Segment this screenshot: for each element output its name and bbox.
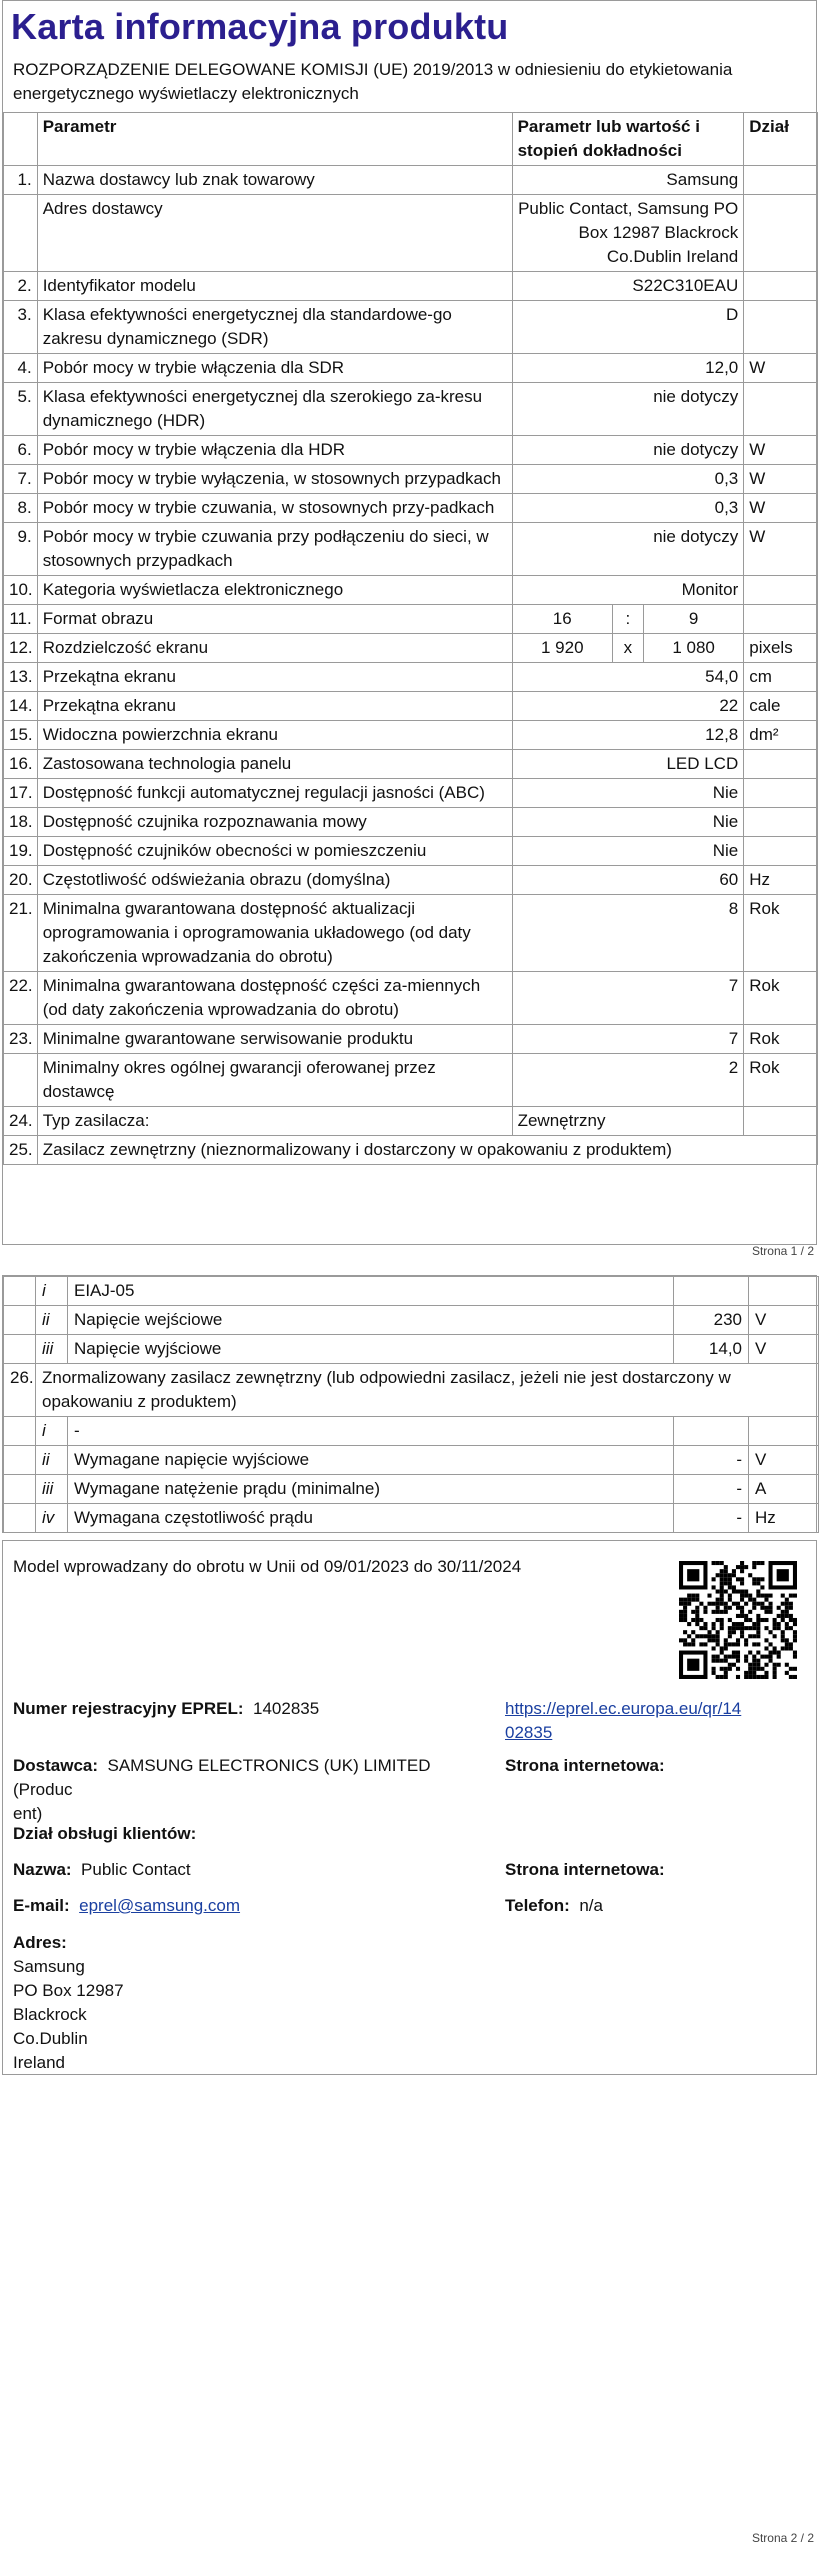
row-parameter: Pobór mocy w trybie czuwania przy podłączeniu do sieci, w stosownych przypadkach bbox=[37, 523, 512, 576]
sub-row-unit bbox=[749, 1277, 819, 1306]
table-row bbox=[4, 895, 818, 972]
page-title: Karta informacyjna produktu bbox=[11, 6, 509, 47]
row-value: Monitor bbox=[512, 576, 744, 605]
qr-code-icon bbox=[679, 1561, 797, 1679]
row-value: 2 bbox=[512, 1054, 744, 1107]
row-parameter: Pobór mocy w trybie włączenia dla SDR bbox=[37, 354, 512, 383]
row-parameter: Znormalizowany zasilacz zewnętrzny (lub odpowiedni zasilacz, jeżeli nie jest dostarczony w opakowaniu z produktem) bbox=[36, 1364, 819, 1417]
sub-row-value: 230 bbox=[674, 1306, 749, 1335]
row-number: 7. bbox=[4, 465, 38, 494]
table-row bbox=[4, 272, 818, 301]
row-value: LED LCD bbox=[512, 750, 744, 779]
sub-row-parameter: - bbox=[68, 1417, 674, 1446]
sub-row-parameter: Wymagana częstotliwość prądu bbox=[68, 1504, 674, 1533]
row-parameter: Minimalna gwarantowana dostępność aktualizacji oprogramowania i oprogramowania układowego (od daty zakończenia wprowadzania do obrotu) bbox=[37, 895, 512, 972]
table-row bbox=[4, 837, 818, 866]
row-parameter: Dostępność czujników obecności w pomieszczeniu bbox=[37, 837, 512, 866]
row-parameter: Minimalne gwarantowane serwisowanie produktu bbox=[37, 1025, 512, 1054]
row-value: nie dotyczy bbox=[512, 383, 744, 436]
row-parameter: Pobór mocy w trybie wyłączenia, w stosownych przypadkach bbox=[37, 465, 512, 494]
sub-row-value: - bbox=[674, 1475, 749, 1504]
sub-row-unit: A bbox=[749, 1475, 819, 1504]
header-num bbox=[4, 113, 38, 166]
row-unit bbox=[744, 837, 818, 866]
sub-row-index: i bbox=[36, 1417, 68, 1446]
sub-row-indent bbox=[4, 1306, 36, 1335]
value-part: : bbox=[612, 605, 643, 633]
table-row bbox=[4, 866, 818, 895]
row-value: 8 bbox=[512, 895, 744, 972]
row-unit bbox=[744, 808, 818, 837]
table-row bbox=[4, 383, 818, 436]
row-unit: W bbox=[744, 354, 818, 383]
sub-row-value bbox=[674, 1277, 749, 1306]
table-row bbox=[4, 605, 818, 634]
sub-row-value: 14,0 bbox=[674, 1335, 749, 1364]
contact-phone: Telefon: n/a bbox=[505, 1896, 603, 1915]
row-parameter: Dostępność funkcji automatycznej regulacji jasności (ABC) bbox=[37, 779, 512, 808]
row-unit: dm² bbox=[744, 721, 818, 750]
row-number: 10. bbox=[4, 576, 38, 605]
sub-row-indent bbox=[4, 1335, 36, 1364]
customer-service-label: Dział obsługi klientów: bbox=[13, 1824, 197, 1843]
row-value: nie dotyczy bbox=[512, 436, 744, 465]
row-number bbox=[4, 195, 38, 272]
table-row bbox=[4, 1136, 818, 1165]
sub-row-index: iii bbox=[36, 1475, 68, 1504]
row-number bbox=[4, 1054, 38, 1107]
eprel-link[interactable]: https://eprel.ec.europa.eu/qr/14 02835 bbox=[505, 1699, 742, 1742]
row-value: 22 bbox=[512, 692, 744, 721]
row-value: Public Contact, Samsung PO Box 12987 Blackrock Co.Dublin Ireland bbox=[512, 195, 744, 272]
row-parameter: Rozdzielczość ekranu bbox=[37, 634, 512, 663]
page-1-footer: Strona 1 / 2 bbox=[751, 1244, 814, 1258]
sub-row-parameter: Napięcie wejściowe bbox=[68, 1306, 674, 1335]
row-parameter: Nazwa dostawcy lub znak towarowy bbox=[37, 166, 512, 195]
sub-row-indent bbox=[4, 1504, 36, 1533]
row-value: Nie bbox=[512, 779, 744, 808]
sub-row-parameter: Napięcie wyjściowe bbox=[68, 1335, 674, 1364]
page-2-footer: Strona 2 / 2 bbox=[751, 2531, 814, 2545]
supplier: Dostawca: SAMSUNG ELECTRONICS (UK) LIMITED (Produc ent) bbox=[13, 1756, 431, 1823]
row-parameter: Format obrazu bbox=[37, 605, 512, 634]
row-unit bbox=[744, 272, 818, 301]
row-value: 54,0 bbox=[512, 663, 744, 692]
row-number: 23. bbox=[4, 1025, 38, 1054]
row-value: 0,3 bbox=[512, 465, 744, 494]
row-unit: cale bbox=[744, 692, 818, 721]
table-row bbox=[4, 523, 818, 576]
header-param: Parametr bbox=[37, 113, 512, 166]
table-row bbox=[4, 663, 818, 692]
contact-name: Nazwa: Public Contact bbox=[13, 1860, 191, 1879]
row-number: 3. bbox=[4, 301, 38, 354]
row-unit bbox=[744, 301, 818, 354]
sub-row bbox=[4, 1306, 819, 1335]
row-unit bbox=[744, 779, 818, 808]
value-part: x bbox=[612, 634, 643, 662]
table-row bbox=[4, 494, 818, 523]
table-row bbox=[4, 1364, 819, 1417]
regulation-text: ROZPORZĄDZENIE DELEGOWANE KOMISJI (UE) 2019/2013 w odniesieniu do etykietowania energetycznego wyświetlaczy elektronicznych bbox=[13, 60, 733, 103]
row-value: Nie bbox=[512, 837, 744, 866]
value-part: 9 bbox=[688, 609, 699, 628]
row-value: Zewnętrzny bbox=[512, 1107, 744, 1136]
table-row bbox=[4, 721, 818, 750]
table-row bbox=[4, 301, 818, 354]
contact-email: E-mail: eprel@samsung.com bbox=[13, 1896, 241, 1915]
row-number: 18. bbox=[4, 808, 38, 837]
website-label-1: Strona internetowa: bbox=[505, 1756, 665, 1775]
sub-row-index: i bbox=[36, 1277, 68, 1306]
sub-row-index: ii bbox=[36, 1306, 68, 1335]
row-number: 8. bbox=[4, 494, 38, 523]
page-1 bbox=[2, 0, 817, 1245]
sub-row bbox=[4, 1446, 819, 1475]
row-value: Samsung bbox=[512, 166, 744, 195]
row-unit: W bbox=[744, 465, 818, 494]
sub-row bbox=[4, 1277, 819, 1306]
row-number: 20. bbox=[4, 866, 38, 895]
row-value: D bbox=[512, 301, 744, 354]
row-value: S22C310EAU bbox=[512, 272, 744, 301]
sub-row-indent bbox=[4, 1277, 36, 1306]
sub-row-unit: V bbox=[749, 1335, 819, 1364]
row-value: nie dotyczy bbox=[512, 523, 744, 576]
row-number: 11. bbox=[4, 605, 38, 634]
row-unit bbox=[744, 1107, 818, 1136]
row-parameter: Klasa efektywności energetycznej dla standardowe-go zakresu dynamicznego (SDR) bbox=[37, 301, 512, 354]
sub-row-unit: Hz bbox=[749, 1504, 819, 1533]
row-number: 1. bbox=[4, 166, 38, 195]
sub-row-parameter: EIAJ-05 bbox=[68, 1277, 674, 1306]
row-number: 15. bbox=[4, 721, 38, 750]
sub-row-value: - bbox=[674, 1446, 749, 1475]
table-row bbox=[4, 750, 818, 779]
row-parameter: Typ zasilacza: bbox=[37, 1107, 512, 1136]
table-row bbox=[4, 166, 818, 195]
row-parameter: Przekątna ekranu bbox=[37, 663, 512, 692]
row-parameter: Zasilacz zewnętrzny (nieznormalizowany i dostarczony w opakowaniu z produktem) bbox=[37, 1136, 817, 1165]
table-row bbox=[4, 1025, 818, 1054]
sub-row-unit bbox=[749, 1417, 819, 1446]
table-row bbox=[4, 354, 818, 383]
row-number: 22. bbox=[4, 972, 38, 1025]
table-row bbox=[4, 1054, 818, 1107]
row-number: 5. bbox=[4, 383, 38, 436]
value-part: 1 080 bbox=[672, 638, 715, 657]
row-value: Nie bbox=[512, 808, 744, 837]
table-row bbox=[4, 436, 818, 465]
table-row bbox=[4, 779, 818, 808]
product-table bbox=[3, 112, 818, 1165]
row-value: 7 bbox=[512, 972, 744, 1025]
email-link[interactable]: eprel@samsung.com bbox=[79, 1896, 241, 1915]
row-parameter: Adres dostawcy bbox=[37, 195, 512, 272]
table-row bbox=[4, 808, 818, 837]
website-label-2: Strona internetowa: bbox=[505, 1860, 665, 1879]
sub-row-index: ii bbox=[36, 1446, 68, 1475]
row-number: 19. bbox=[4, 837, 38, 866]
row-number: 6. bbox=[4, 436, 38, 465]
row-value bbox=[512, 634, 744, 663]
market-period: Model wprowadzany do obrotu w Unii od 09/01/2023 do 30/11/2024 bbox=[13, 1557, 522, 1576]
table-row bbox=[4, 692, 818, 721]
row-unit: Rok bbox=[744, 1025, 818, 1054]
table-row bbox=[4, 465, 818, 494]
sub-row-index: iv bbox=[36, 1504, 68, 1533]
row-number: 26. bbox=[4, 1364, 36, 1417]
value-part: 1 920 bbox=[540, 638, 584, 657]
row-parameter: Identyfikator modelu bbox=[37, 272, 512, 301]
row-number: 14. bbox=[4, 692, 38, 721]
row-value: 0,3 bbox=[512, 494, 744, 523]
row-number: 25. bbox=[4, 1136, 38, 1165]
row-parameter: Widoczna powierzchnia ekranu bbox=[37, 721, 512, 750]
row-number: 13. bbox=[4, 663, 38, 692]
header-unit: Dział bbox=[744, 113, 818, 166]
row-parameter: Częstotliwość odświeżania obrazu (domyślna) bbox=[37, 866, 512, 895]
table-header bbox=[4, 113, 818, 166]
row-number: 9. bbox=[4, 523, 38, 576]
row-unit bbox=[744, 166, 818, 195]
address-block: Adres: Samsung PO Box 12987 Blackrock Co.Dublin Ireland bbox=[13, 1933, 124, 2072]
value-part: 16 bbox=[552, 609, 572, 628]
page-2-table bbox=[2, 1275, 817, 1533]
sub-row-unit: V bbox=[749, 1446, 819, 1475]
sub-row-unit: V bbox=[749, 1306, 819, 1335]
row-number: 21. bbox=[4, 895, 38, 972]
row-unit bbox=[744, 576, 818, 605]
row-parameter: Minimalna gwarantowana dostępność części za-miennych (od daty zakończenia wprowadzania do obrotu) bbox=[37, 972, 512, 1025]
sub-row bbox=[4, 1475, 819, 1504]
table-row bbox=[4, 195, 818, 272]
row-number: 12. bbox=[4, 634, 38, 663]
row-parameter: Pobór mocy w trybie czuwania, w stosownych przy-padkach bbox=[37, 494, 512, 523]
sub-row-indent bbox=[4, 1475, 36, 1504]
row-parameter: Pobór mocy w trybie włączenia dla HDR bbox=[37, 436, 512, 465]
row-value: 12,0 bbox=[512, 354, 744, 383]
row-number: 24. bbox=[4, 1107, 38, 1136]
row-unit: cm bbox=[744, 663, 818, 692]
row-number: 16. bbox=[4, 750, 38, 779]
sub-row-value bbox=[674, 1417, 749, 1446]
sub-row-value: - bbox=[674, 1504, 749, 1533]
table-row bbox=[4, 576, 818, 605]
supplier-info bbox=[2, 1540, 817, 2075]
row-unit: W bbox=[744, 523, 818, 576]
row-unit: Rok bbox=[744, 895, 818, 972]
header-value: Parametr lub wartość i stopień dokładności bbox=[512, 113, 744, 166]
power-supply-table bbox=[3, 1276, 819, 1533]
row-value: 7 bbox=[512, 1025, 744, 1054]
row-unit bbox=[744, 605, 818, 634]
table-row bbox=[4, 1107, 818, 1136]
sub-row bbox=[4, 1417, 819, 1446]
sub-row-parameter: Wymagane natężenie prądu (minimalne) bbox=[68, 1475, 674, 1504]
sub-row bbox=[4, 1335, 819, 1364]
row-number: 17. bbox=[4, 779, 38, 808]
row-value: 12,8 bbox=[512, 721, 744, 750]
row-unit: Rok bbox=[744, 972, 818, 1025]
row-unit: W bbox=[744, 436, 818, 465]
row-unit: Hz bbox=[744, 866, 818, 895]
sub-row-indent bbox=[4, 1446, 36, 1475]
sub-row bbox=[4, 1504, 819, 1533]
row-value: 60 bbox=[512, 866, 744, 895]
row-unit bbox=[744, 383, 818, 436]
row-parameter: Dostępność czujnika rozpoznawania mowy bbox=[37, 808, 512, 837]
table-row bbox=[4, 972, 818, 1025]
row-unit: pixels bbox=[744, 634, 818, 663]
sub-row-indent bbox=[4, 1417, 36, 1446]
row-parameter: Zastosowana technologia panelu bbox=[37, 750, 512, 779]
row-unit bbox=[744, 195, 818, 272]
row-unit: W bbox=[744, 494, 818, 523]
row-parameter: Minimalny okres ogólnej gwarancji oferowanej przez dostawcę bbox=[37, 1054, 512, 1107]
sub-row-parameter: Wymagane napięcie wyjściowe bbox=[68, 1446, 674, 1475]
row-number: 4. bbox=[4, 354, 38, 383]
row-number: 2. bbox=[4, 272, 38, 301]
row-unit: Rok bbox=[744, 1054, 818, 1107]
row-parameter: Przekątna ekranu bbox=[37, 692, 512, 721]
sub-row-index: iii bbox=[36, 1335, 68, 1364]
row-unit bbox=[744, 750, 818, 779]
row-parameter: Kategoria wyświetlacza elektronicznego bbox=[37, 576, 512, 605]
row-parameter: Klasa efektywności energetycznej dla szerokiego za-kresu dynamicznego (HDR) bbox=[37, 383, 512, 436]
table-row bbox=[4, 634, 818, 663]
eprel-number: Numer rejestracyjny EPREL: 1402835 bbox=[13, 1699, 320, 1718]
row-value bbox=[512, 605, 744, 634]
